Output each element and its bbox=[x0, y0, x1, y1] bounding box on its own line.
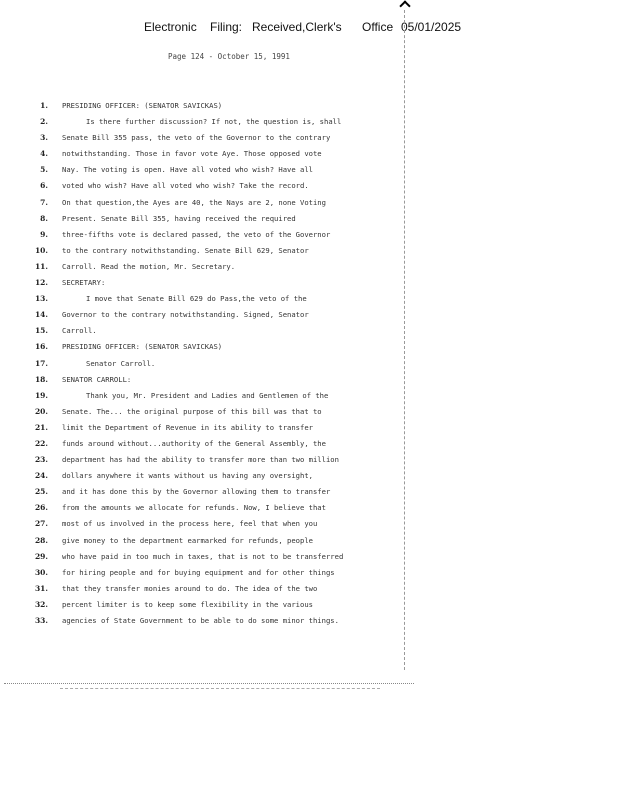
transcript-line: Senate. The... the original purpose of this bill was that to bbox=[62, 406, 322, 416]
filing-office: Office bbox=[362, 20, 394, 34]
arrow-up-icon bbox=[399, 0, 410, 11]
line-number: 33. bbox=[34, 616, 48, 625]
line-number: 8. bbox=[40, 213, 48, 223]
line-number: 12. bbox=[34, 278, 48, 288]
line-number: 13. bbox=[34, 294, 48, 304]
line-number: 10. bbox=[34, 245, 48, 255]
transcript-line: Senate Bill 355 pass, the veto of the Governor to the contrary bbox=[62, 133, 331, 143]
transcript-line: Carroll. bbox=[62, 326, 97, 336]
filing-electronic: Electronic bbox=[144, 20, 197, 34]
line-number: 22. bbox=[34, 438, 48, 448]
transcript-line: who have paid in too much in taxes, that is not to be transferred bbox=[62, 551, 344, 561]
transcript-line: PRESIDING OFFICER: (SENATOR SAVICKAS) bbox=[62, 342, 223, 352]
line-number: 9. bbox=[40, 229, 48, 239]
transcript-line: funds around without...authority of the General Assembly, the bbox=[62, 438, 326, 448]
transcript-line: limit the Department of Revenue in its ability to transfer bbox=[62, 422, 313, 432]
line-number: 32. bbox=[34, 599, 48, 609]
line-number: 29. bbox=[34, 551, 48, 561]
line-number: 15. bbox=[34, 326, 48, 336]
line-number: 14. bbox=[34, 310, 48, 320]
line-number: 4. bbox=[40, 149, 48, 159]
line-number: 1. bbox=[40, 101, 48, 110]
transcript-line: most of us involved in the process here, feel that when you bbox=[62, 519, 318, 529]
transcript-line: for hiring people and for buying equipment and for other things bbox=[62, 567, 335, 577]
line-number: 11. bbox=[34, 261, 48, 271]
scan-artifact-line bbox=[60, 688, 380, 689]
transcript-line: dollars anywhere it wants without us having any oversight, bbox=[62, 471, 313, 481]
transcript-body bbox=[62, 98, 392, 629]
line-number: 17. bbox=[34, 358, 48, 368]
line-number: 31. bbox=[34, 583, 48, 593]
line-number: 7. bbox=[40, 197, 48, 207]
transcript-line: SENATOR CARROLL: bbox=[62, 374, 132, 384]
transcript-line: Carroll. Read the motion, Mr. Secretary. bbox=[62, 261, 236, 271]
filing-label: Filing: bbox=[210, 20, 243, 34]
transcript-line: Nay. The voting is open. Have all voted who wish? Have all bbox=[62, 165, 313, 175]
line-number: 16. bbox=[34, 342, 48, 352]
line-number: 3. bbox=[40, 133, 48, 143]
line-number: 24. bbox=[34, 471, 48, 481]
line-number: 18. bbox=[34, 374, 48, 384]
line-number: 2. bbox=[40, 117, 48, 127]
line-number: 21. bbox=[34, 422, 48, 432]
line-number: 25. bbox=[34, 487, 48, 497]
filing-received: Received,Clerk's bbox=[252, 20, 342, 34]
transcript-line: and it has done this by the Governor allowing them to transfer bbox=[62, 487, 331, 497]
transcript-line: Senator Carroll. bbox=[86, 358, 156, 368]
transcript-line: notwithstanding. Those in favor vote Aye. Those opposed vote bbox=[62, 149, 322, 159]
transcript-line: Is there further discussion? If not, the question is, shall bbox=[86, 117, 342, 127]
transcript-line: voted who wish? Have all voted who wish? Take the record. bbox=[62, 181, 309, 191]
transcript-line: I move that Senate Bill 629 do Pass,the veto of the bbox=[86, 294, 307, 304]
transcript-line: three-fifths vote is declared passed, the veto of the Governor bbox=[62, 229, 331, 239]
transcript-line: Present. Senate Bill 355, having received the required bbox=[62, 213, 296, 223]
transcript-line: give money to the department earmarked for refunds, people bbox=[62, 535, 313, 545]
page-reference: Page 124 - October 15, 1991 bbox=[168, 52, 290, 61]
transcript-line: that they transfer monies around to do. The idea of the two bbox=[62, 583, 318, 593]
transcript-line: On that question,the Ayes are 40, the Nays are 2, none Voting bbox=[62, 197, 326, 207]
line-number: 5. bbox=[40, 165, 48, 175]
transcript-line: PRESIDING OFFICER: (SENATOR SAVICKAS) bbox=[62, 101, 223, 110]
line-number: 27. bbox=[34, 519, 48, 529]
line-number: 26. bbox=[34, 503, 48, 513]
transcript-line: agencies of State Government to be able to do some minor things. bbox=[62, 616, 339, 625]
line-number: 19. bbox=[34, 390, 48, 400]
transcript-line: department has had the ability to transfer more than two million bbox=[62, 455, 339, 465]
margin-divider bbox=[404, 10, 405, 670]
line-number: 28. bbox=[34, 535, 48, 545]
line-number: 6. bbox=[40, 181, 48, 191]
transcript-line: to the contrary notwithstanding. Senate Bill 629, Senator bbox=[62, 245, 309, 255]
line-number-column bbox=[34, 98, 48, 629]
scan-artifact-line bbox=[4, 683, 414, 684]
transcript-line: percent limiter is to keep some flexibility in the various bbox=[62, 599, 313, 609]
transcript-line: Thank you, Mr. President and Ladies and Gentlemen of the bbox=[86, 390, 329, 400]
transcript-line: Governor to the contrary notwithstanding. Signed, Senator bbox=[62, 310, 309, 320]
line-number: 30. bbox=[34, 567, 48, 577]
line-number: 23. bbox=[34, 455, 48, 465]
transcript-line: from the amounts we allocate for refunds. Now, I believe that bbox=[62, 503, 326, 513]
filing-date: 05/01/2025 bbox=[401, 20, 462, 34]
line-number: 20. bbox=[34, 406, 48, 416]
transcript-line: SECRETARY: bbox=[62, 278, 106, 288]
